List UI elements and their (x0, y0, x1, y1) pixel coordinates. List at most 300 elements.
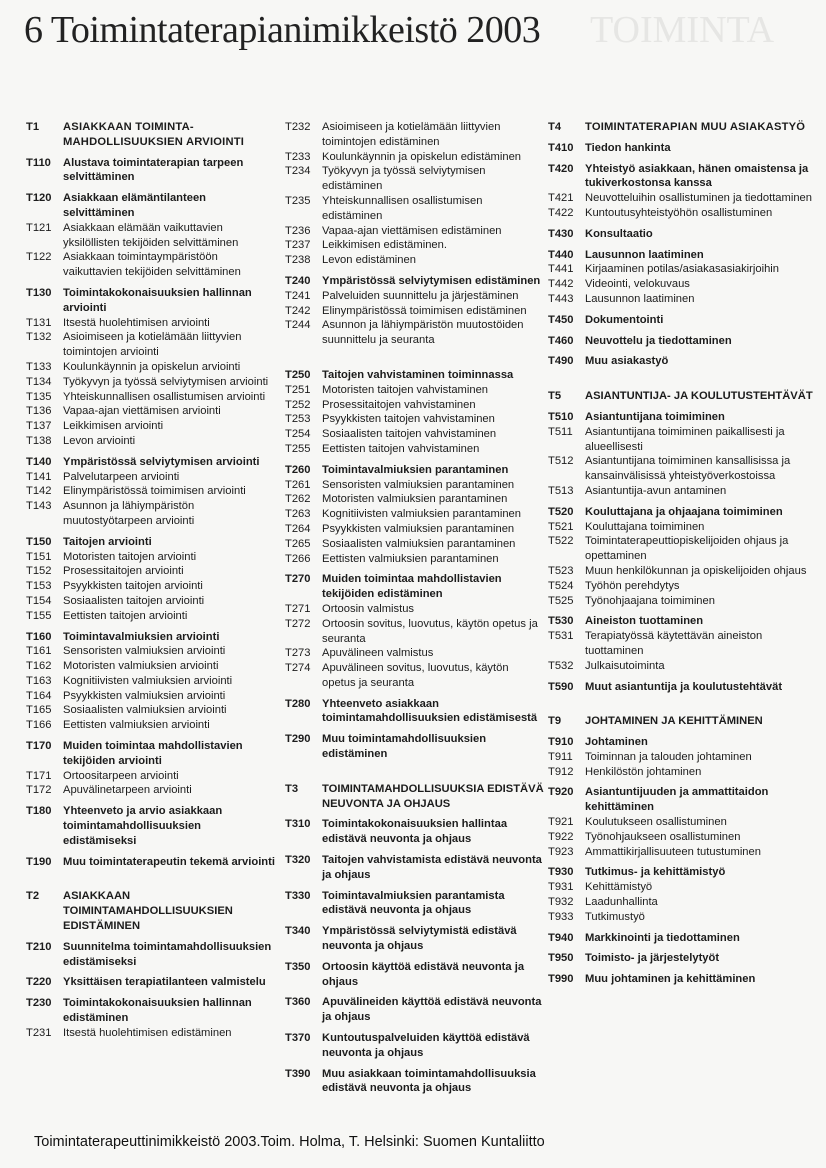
category-heading (285, 274, 545, 289)
category-code: T266 (285, 552, 311, 565)
category-item (26, 579, 276, 594)
category-label: Ortoosin sovitus, luovutus, käytön opetus ja seuranta (322, 617, 538, 645)
category-label: Motoristen valmiuksien parantaminen (322, 493, 508, 506)
category-heading (26, 120, 276, 150)
category-label: TOIMINTATERAPIAN MUU ASIAKASTYÖ (585, 121, 806, 133)
category-heading (548, 931, 816, 946)
category-code: T234 (285, 165, 311, 178)
category-code: T260 (285, 463, 311, 476)
category-code: T232 (285, 121, 311, 133)
category-code: T220 (26, 976, 52, 989)
category-label: Yhteiskunnallisen osallistumisen arviointi (63, 390, 266, 403)
category-heading (26, 996, 276, 1026)
category-code: T271 (285, 602, 311, 615)
category-code: T236 (285, 224, 311, 237)
category-heading (548, 389, 816, 404)
category-label: Toimintaterapeuttiopiskelijoiden ohjaus ja opettaminen (585, 535, 789, 563)
category-label: Levon edistäminen (322, 254, 416, 267)
category-label: Muun henkilökunnan ja opiskelijoiden ohjaus (585, 564, 807, 577)
category-label: Asioimiseen ja kotielämään liittyvien toimintojen edistäminen (322, 121, 501, 148)
category-item (548, 191, 816, 206)
category-code: T254 (285, 428, 311, 441)
category-heading (285, 782, 545, 812)
category-label: Asioimiseen ja kotielämään liittyvien toimintojen arviointi (63, 331, 242, 359)
category-label: Konsultaatio (585, 227, 653, 240)
category-heading (285, 960, 545, 990)
category-item (285, 164, 545, 194)
category-code: T165 (26, 704, 52, 717)
category-label: Sosiaalisten valmiuksien arviointi (63, 704, 227, 717)
category-heading (285, 463, 545, 478)
category-code: T210 (26, 940, 52, 953)
category-code: T154 (26, 594, 52, 607)
category-item (26, 250, 276, 280)
category-code: T441 (548, 263, 574, 276)
category-label: Terapiatyössä käytettävän aineiston tuottaminen (585, 630, 763, 657)
category-label: Koulunkäynnin ja opiskelun arviointi (63, 360, 241, 373)
category-code: T421 (548, 192, 574, 205)
category-code: T422 (548, 206, 574, 219)
category-item (26, 609, 276, 624)
category-label: Eettisten valmiuksien arviointi (63, 719, 210, 732)
category-code: T151 (26, 550, 52, 563)
category-item (26, 718, 276, 733)
category-code: T122 (26, 251, 52, 264)
category-item (548, 895, 816, 910)
category-label: Lausunnon laatiminen (585, 292, 695, 305)
category-label: Ammattikirjallisuuteen tutustuminen (585, 845, 761, 858)
category-label: Taitojen vahvistamista edistävä neuvonta ja ohjaus (322, 854, 542, 881)
category-heading (285, 368, 545, 383)
category-label: Asiantuntijana toimiminen kansallisissa ja kansainvälisissä yhteistyöverkostoissa (585, 455, 791, 483)
category-code: T931 (548, 881, 574, 894)
category-item (548, 292, 816, 307)
category-item (548, 454, 816, 484)
category-code: T162 (26, 660, 52, 673)
category-code: T950 (548, 952, 574, 965)
category-code: T290 (285, 733, 311, 746)
category-label: Muu toimintaterapeutin tekemä arviointi (63, 855, 275, 868)
category-code: T5 (548, 390, 562, 403)
category-item (26, 360, 276, 375)
category-heading (548, 865, 816, 880)
category-label: Sosiaalisten taitojen vahvistaminen (322, 428, 497, 441)
category-label: Muu asiakkaan toimintamahdollisuuksia edistävä neuvonta ja ohjaus (322, 1067, 536, 1095)
category-label: Ympäristössä selviytymistä edistävä neuvonta ja ohjaus (322, 925, 517, 953)
category-code: T442 (548, 278, 574, 291)
category-item (26, 419, 276, 434)
category-code: T511 (548, 425, 573, 438)
category-label: Kognitiivisten valmiuksien arviointi (63, 674, 233, 687)
category-item (26, 674, 276, 689)
category-item (285, 120, 545, 150)
category-heading (285, 995, 545, 1025)
category-code: T930 (548, 866, 574, 879)
category-code: T440 (548, 248, 574, 261)
category-label: Kirjaaminen potilas/asiakasasiakirjoihin (585, 263, 780, 276)
category-heading (26, 804, 276, 848)
category-item (285, 537, 545, 552)
category-code: T130 (26, 286, 52, 299)
category-label: Neuvottelu ja tiedottaminen (585, 334, 732, 347)
category-heading (26, 940, 276, 970)
category-label: Tutkimustyö (585, 910, 645, 923)
category-code: T513 (548, 484, 574, 497)
category-item (285, 661, 545, 691)
category-code: T241 (285, 289, 311, 302)
category-heading (26, 630, 276, 645)
category-item (548, 579, 816, 594)
category-code: T141 (26, 470, 52, 483)
category-label: Sensoristen valmiuksien parantaminen (322, 478, 515, 491)
category-item (285, 552, 545, 567)
category-label: Asiantuntija-avun antaminen (585, 484, 727, 497)
category-heading (285, 697, 545, 727)
category-item (26, 564, 276, 579)
category-code: T131 (26, 316, 52, 329)
category-label: Eettisten taitojen vahvistaminen (322, 442, 480, 455)
category-label: Vapaa-ajan viettämisen edistäminen (322, 224, 502, 237)
category-label: Koulunkäynnin ja opiskelun edistäminen (322, 150, 522, 163)
category-code: T134 (26, 375, 52, 388)
category-heading (26, 975, 276, 990)
category-code: T360 (285, 996, 311, 1009)
category-code: T135 (26, 390, 52, 403)
category-label: Yhteiskunnallisen osallistumisen edistäminen (322, 194, 483, 222)
category-label: Leikkimisen edistäminen. (322, 239, 447, 252)
category-label: Toimintavalmiuksien parantaminen (322, 463, 509, 476)
category-heading (285, 1031, 545, 1061)
category-item (548, 880, 816, 895)
category-item (285, 289, 545, 304)
category-code: T922 (548, 830, 574, 843)
category-heading (548, 334, 816, 349)
category-code: T262 (285, 493, 311, 506)
category-item (285, 224, 545, 239)
category-label: Muu toimintamahdollisuuksien edistäminen (322, 733, 487, 761)
category-code: T265 (285, 537, 311, 550)
category-label: Motoristen valmiuksien arviointi (63, 660, 219, 673)
category-code: T921 (548, 816, 574, 829)
category-heading (26, 286, 276, 316)
category-code: T370 (285, 1032, 311, 1045)
category-label: Henkilöstön johtaminen (585, 765, 702, 778)
category-code: T933 (548, 910, 574, 923)
category-item (548, 629, 816, 659)
category-label: Toimintakokonaisuuksien hallinnan edistäminen (63, 997, 252, 1025)
category-code: T940 (548, 931, 574, 944)
category-heading (26, 739, 276, 769)
category-code: T235 (285, 194, 311, 207)
source-caption: Toimintaterapeuttinimikkeistö 2003.Toim. Holma, T. Helsinki: Suomen Kuntaliitto (34, 1134, 545, 1150)
category-code: T251 (285, 383, 311, 396)
category-code: T155 (26, 609, 52, 622)
category-label: Yhteenveto asiakkaan toimintamahdollisuuksien edistämisestä (322, 697, 538, 725)
category-label: Toiminnan ja talouden johtaminen (585, 750, 752, 763)
category-item (548, 765, 816, 780)
category-label: Levon arviointi (63, 434, 136, 447)
category-code: T140 (26, 455, 52, 468)
category-code: T110 (26, 156, 51, 169)
category-code: T350 (285, 960, 311, 973)
category-code: T420 (548, 162, 574, 175)
category-item (285, 150, 545, 165)
page-title: 6 Toimintaterapianimikkeistö 2003 (24, 9, 541, 51)
category-code: T153 (26, 580, 52, 593)
category-label: Tutkimus- ja kehittämistyö (585, 866, 726, 879)
category-code: T590 (548, 680, 574, 693)
category-item (26, 470, 276, 485)
category-label: Alustava toimintaterapian tarpeen selvittäminen (63, 156, 244, 184)
category-item (285, 318, 545, 348)
category-label: Apuvälinetarpeen arviointi (63, 784, 192, 797)
category-code: T164 (26, 689, 52, 702)
category-label: Toimintakokonaisuuksien hallinnan arviointi (63, 286, 252, 314)
category-label: Asiantuntijuuden ja ammattitaidon kehittäminen (585, 786, 769, 814)
category-label: Johtaminen (585, 736, 648, 749)
category-label: Leikkimisen arviointi (63, 420, 164, 433)
category-item (26, 703, 276, 718)
category-heading (26, 156, 276, 186)
category-label: Vapaa-ajan viettämisen arviointi (63, 405, 221, 418)
category-label: Kuntoutuspalveluiden käyttöä edistävä neuvonta ja ohjaus (322, 1032, 530, 1059)
category-label: Neuvotteluihin osallistuminen ja tiedottaminen (585, 192, 812, 205)
category-label: Muiden toimintaa mahdollistavien tekijöiden arviointi (63, 740, 243, 767)
category-code: T137 (26, 420, 52, 433)
category-code: T264 (285, 522, 311, 535)
category-label: Tiedon hankinta (585, 141, 671, 154)
category-code: T520 (548, 505, 574, 518)
category-label: Asiakkaan elämään vaikuttavien yksilöllisten tekijöiden selvittäminen (63, 221, 239, 249)
category-label: Apuvälineiden käyttöä edistävä neuvonta ja ohjaus (322, 996, 542, 1024)
category-label: Asunnon ja lähiympäristön muutostyötarpeen arviointi (63, 500, 195, 527)
category-code: T340 (285, 925, 311, 938)
category-item (285, 304, 545, 319)
category-item (26, 550, 276, 565)
category-code: T510 (548, 410, 574, 423)
category-code: T3 (285, 782, 299, 795)
category-heading (26, 889, 276, 933)
category-label: Elinympäristössä toimimisen edistäminen (322, 304, 527, 317)
category-label: Itsestä huolehtimisen arviointi (63, 316, 210, 329)
category-label: ASIANTUNTIJA- JA KOULUTUSTEHTÄVÄT (585, 390, 813, 403)
category-label: ASIAKKAAN TOIMINTA-MAHDOLLISUUKSIEN ARVIOINTI (63, 121, 245, 148)
category-code: T238 (285, 254, 311, 267)
category-code: T450 (548, 313, 574, 326)
category-item (548, 564, 816, 579)
category-label: Asiantuntijana toimiminen paikallisesti ja alueellisesti (585, 425, 785, 453)
category-code: T190 (26, 855, 52, 868)
category-item (548, 845, 816, 860)
category-heading (285, 817, 545, 847)
category-code: T310 (285, 818, 311, 831)
category-code: T250 (285, 368, 311, 381)
category-code: T911 (548, 750, 573, 763)
category-label: Taitojen vahvistaminen toiminnassa (322, 368, 514, 381)
category-code: T531 (548, 630, 574, 643)
category-label: Sensoristen valmiuksien arviointi (63, 645, 226, 658)
category-code: T532 (548, 659, 574, 672)
category-heading (548, 141, 816, 156)
category-label: Julkaisutoiminta (585, 659, 665, 672)
category-item (285, 478, 545, 493)
category-item (285, 412, 545, 427)
category-code: T1 (26, 121, 40, 133)
category-code: T430 (548, 227, 574, 240)
category-code: T138 (26, 434, 52, 447)
category-code: T263 (285, 508, 311, 521)
category-label: Psyykkisten taitojen vahvistaminen (322, 413, 495, 426)
category-heading (548, 785, 816, 815)
category-label: Dokumentointi (585, 313, 664, 326)
category-code: T170 (26, 740, 52, 753)
category-label: Ympäristössä selviytymisen edistäminen (322, 274, 541, 287)
category-label: Muu asiakastyö (585, 355, 669, 368)
category-label: Työkyvyn ja työssä selviytymisen edistäminen (322, 165, 486, 193)
category-code: T2 (26, 890, 40, 903)
category-item (548, 262, 816, 277)
category-code: T521 (548, 520, 574, 533)
category-code: T252 (285, 398, 311, 411)
category-heading (548, 614, 816, 629)
category-item (285, 194, 545, 224)
category-item (285, 492, 545, 507)
category-code: T390 (285, 1067, 311, 1080)
category-label: Aineiston tuottaminen (585, 615, 704, 628)
category-item (285, 602, 545, 617)
category-code: T525 (548, 594, 574, 607)
category-label: Motoristen taitojen vahvistaminen (322, 383, 489, 396)
column-2 (285, 120, 545, 1096)
category-code: T910 (548, 736, 574, 749)
category-label: Lausunnon laatiminen (585, 248, 704, 261)
category-item (285, 507, 545, 522)
category-item (548, 206, 816, 221)
category-code: T512 (548, 455, 574, 468)
category-label: Yksittäisen terapiatilanteen valmistelu (63, 976, 266, 989)
category-item (285, 383, 545, 398)
category-heading (26, 855, 276, 870)
category-code: T136 (26, 405, 52, 418)
category-label: Toimintavalmiuksien parantamista edistävä neuvonta ja ohjaus (322, 889, 505, 917)
category-heading (548, 227, 816, 242)
category-label: Asiantuntijana toimiminen (585, 410, 725, 423)
category-label: Ortoositarpeen arviointi (63, 769, 179, 782)
category-label: Ortoosin käyttöä edistävä neuvonta ja ohjaus (322, 960, 525, 988)
category-heading (285, 853, 545, 883)
category-code: T233 (285, 150, 311, 163)
column-3 (548, 120, 816, 987)
column-1 (26, 120, 276, 1041)
category-heading (548, 972, 816, 987)
category-label: Yhteistyö asiakkaan, hänen omaistensa ja tukiverkostonsa kanssa (585, 162, 809, 190)
category-code: T923 (548, 845, 574, 858)
category-heading (548, 505, 816, 520)
category-item (548, 910, 816, 925)
category-code: T237 (285, 239, 311, 252)
category-label: Videointi, velokuvaus (585, 278, 690, 291)
category-label: Palveluiden suunnittelu ja järjestäminen (322, 289, 519, 302)
category-label: Asiakkaan elämäntilanteen selvittäminen (63, 192, 207, 219)
category-code: T120 (26, 192, 52, 205)
category-code: T4 (548, 121, 562, 133)
category-code: T9 (548, 715, 562, 728)
category-label: Palvelutarpeen arviointi (63, 470, 180, 483)
category-code: T244 (285, 319, 311, 332)
category-code: T523 (548, 564, 574, 577)
category-item (26, 1026, 276, 1041)
category-label: Ympäristössä selviytymisen arviointi (63, 455, 260, 468)
category-item (26, 769, 276, 784)
category-item (548, 594, 816, 609)
category-item (26, 499, 276, 529)
category-code: T171 (26, 769, 52, 782)
category-heading (548, 354, 816, 369)
category-label: Kouluttajana ja ohjaajana toimiminen (585, 505, 783, 518)
category-item (26, 783, 276, 798)
category-heading (285, 889, 545, 919)
category-code: T272 (285, 617, 311, 630)
category-code: T242 (285, 304, 311, 317)
category-label: Työnohjaajana toimiminen (585, 594, 715, 607)
category-label: Kouluttajana toimiminen (585, 520, 705, 533)
category-code: T255 (285, 442, 311, 455)
category-item (285, 253, 545, 268)
category-item (548, 277, 816, 292)
category-label: Työkyvyn ja työssä selviytymisen arviointi (63, 375, 269, 388)
category-label: Muiden toimintaa mahdollistavien tekijöiden edistäminen (322, 573, 502, 601)
category-label: Kognitiivisten valmiuksien parantaminen (322, 508, 521, 521)
category-heading (285, 732, 545, 762)
category-item (285, 646, 545, 661)
category-label: Suunnitelma toimintamahdollisuuksien edistämiseksi (63, 940, 272, 968)
category-label: Psyykkisten valmiuksien parantaminen (322, 522, 515, 535)
category-code: T261 (285, 478, 311, 491)
category-code: T240 (285, 274, 311, 287)
category-label: JOHTAMINEN JA KEHITTÄMINEN (585, 715, 763, 728)
category-code: T133 (26, 360, 52, 373)
category-heading (26, 191, 276, 221)
category-code: T163 (26, 674, 52, 687)
category-item (285, 238, 545, 253)
category-code: T410 (548, 141, 574, 154)
category-code: T143 (26, 500, 52, 513)
category-code: T273 (285, 647, 311, 660)
category-item (285, 617, 545, 647)
category-label: Muut asiantuntija ja koulutustehtävät (585, 680, 783, 693)
category-label: Toimintavalmiuksien arviointi (63, 630, 220, 643)
category-item (26, 644, 276, 659)
category-heading (285, 572, 545, 602)
category-code: T443 (548, 292, 574, 305)
category-code: T522 (548, 535, 574, 548)
category-code: T524 (548, 579, 574, 592)
category-label: Prosessitaitojen arviointi (63, 565, 184, 578)
category-code: T932 (548, 896, 574, 909)
category-heading (285, 1067, 545, 1097)
category-label: Työhön perehdytys (585, 579, 680, 592)
category-heading (26, 535, 276, 550)
category-label: Kehittämistyö (585, 881, 653, 894)
category-heading (548, 313, 816, 328)
category-item (548, 750, 816, 765)
category-code: T460 (548, 334, 574, 347)
category-item (548, 659, 816, 674)
category-item (548, 520, 816, 535)
category-code: T132 (26, 331, 52, 344)
category-label: Koulutukseen osallistuminen (585, 816, 727, 829)
category-label: Asunnon ja lähiympäristön muutostöiden suunnittelu ja seuranta (322, 319, 524, 347)
